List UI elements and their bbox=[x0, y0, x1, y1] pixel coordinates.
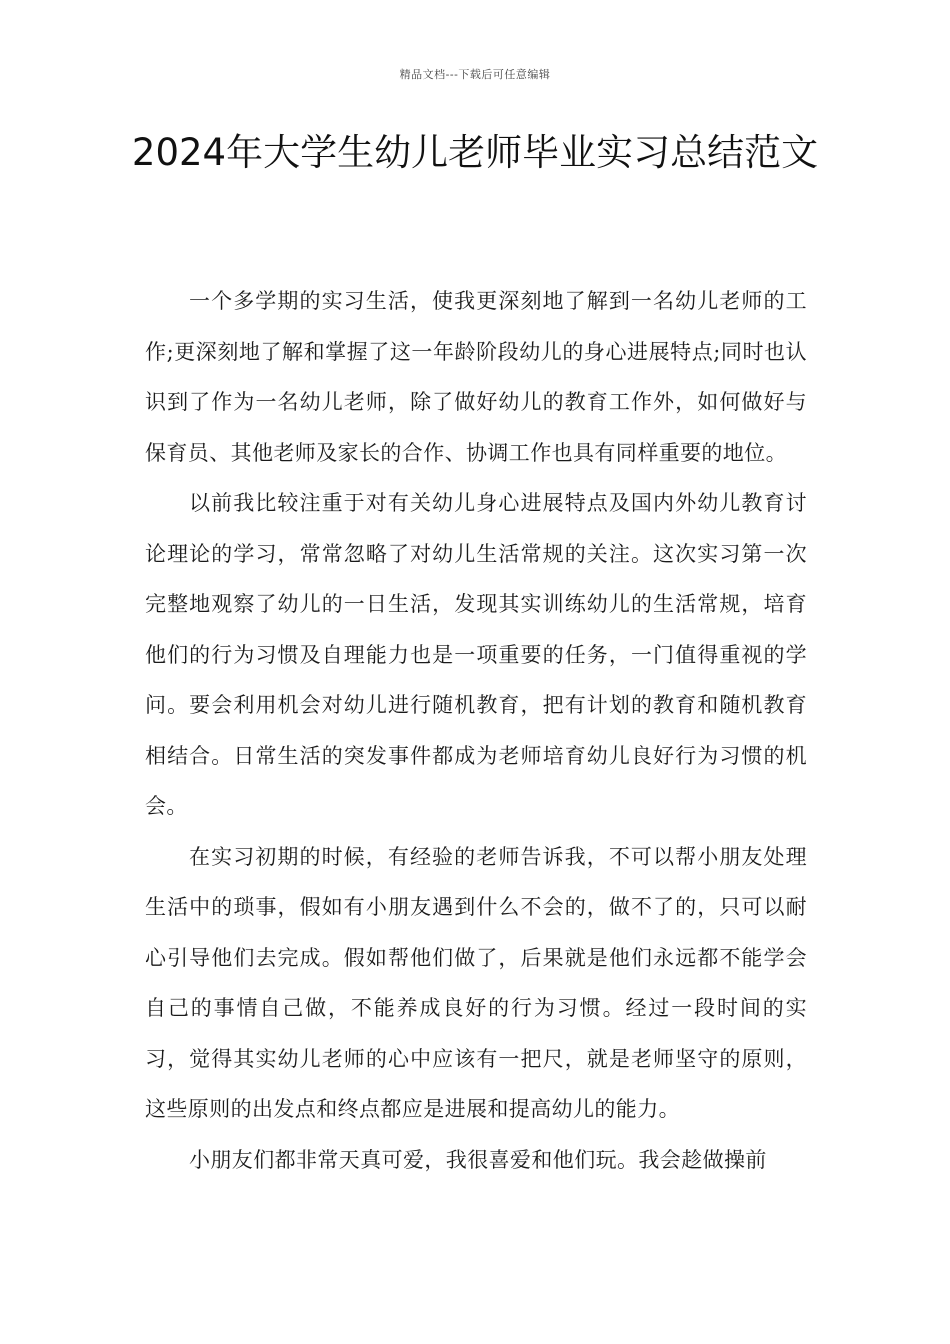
header-note: 精品文档---下载后可任意编辑 bbox=[399, 68, 551, 81]
document-title: 2024年大学生幼儿老师毕业实习总结范文 bbox=[131, 131, 819, 174]
paragraph-3: 在实习初期的时候，有经验的老师告诉我，不可以帮小朋友处理生活中的琐事，假如有小朋友遇到什么不会的，做不了的，只可以耐心引导他们去完成。假如帮他们做了，后果就是他们永远都不能学会自己的事情自己做，不能养成良好的行为习惯。经过一段时间的实习，觉得其实幼儿老师的心中应该有一把尺，就是老师坚守的原则，这些原则的出发点和终点都应是进展和提高幼儿的能力。 bbox=[145, 844, 807, 1121]
paragraph-1: 一个多学期的实习生活，使我更深刻地了解到一名幼儿老师的工作;更深刻地了解和掌握了这一年龄阶段幼儿的身心进展特点;同时也认识到了作为一名幼儿老师，除了做好幼儿的教育工作外，如何做好与保育员、其他老师及家长的合作、协调工作也具有同样重要的地位。 bbox=[145, 289, 807, 465]
paragraph-4: 小朋友们都非常天真可爱，我很喜爱和他们玩。我会趁做操前 bbox=[189, 1147, 767, 1172]
document-body bbox=[145, 276, 807, 1185]
paragraph-2: 以前我比较注重于对有关幼儿身心进展特点及国内外幼儿教育讨论理论的学习，常常忽略了对幼儿生活常规的关注。这次实习第一次完整地观察了幼儿的一日生活，发现其实训练幼儿的生活常规，培育他们的行为习惯及自理能力也是一项重要的任务，一门值得重视的学问。要会利用机会对幼儿进行随机教育，把有计划的教育和随机教育相结合。日常生活的突发事件都成为老师培育幼儿良好行为习惯的机会。 bbox=[145, 491, 807, 818]
